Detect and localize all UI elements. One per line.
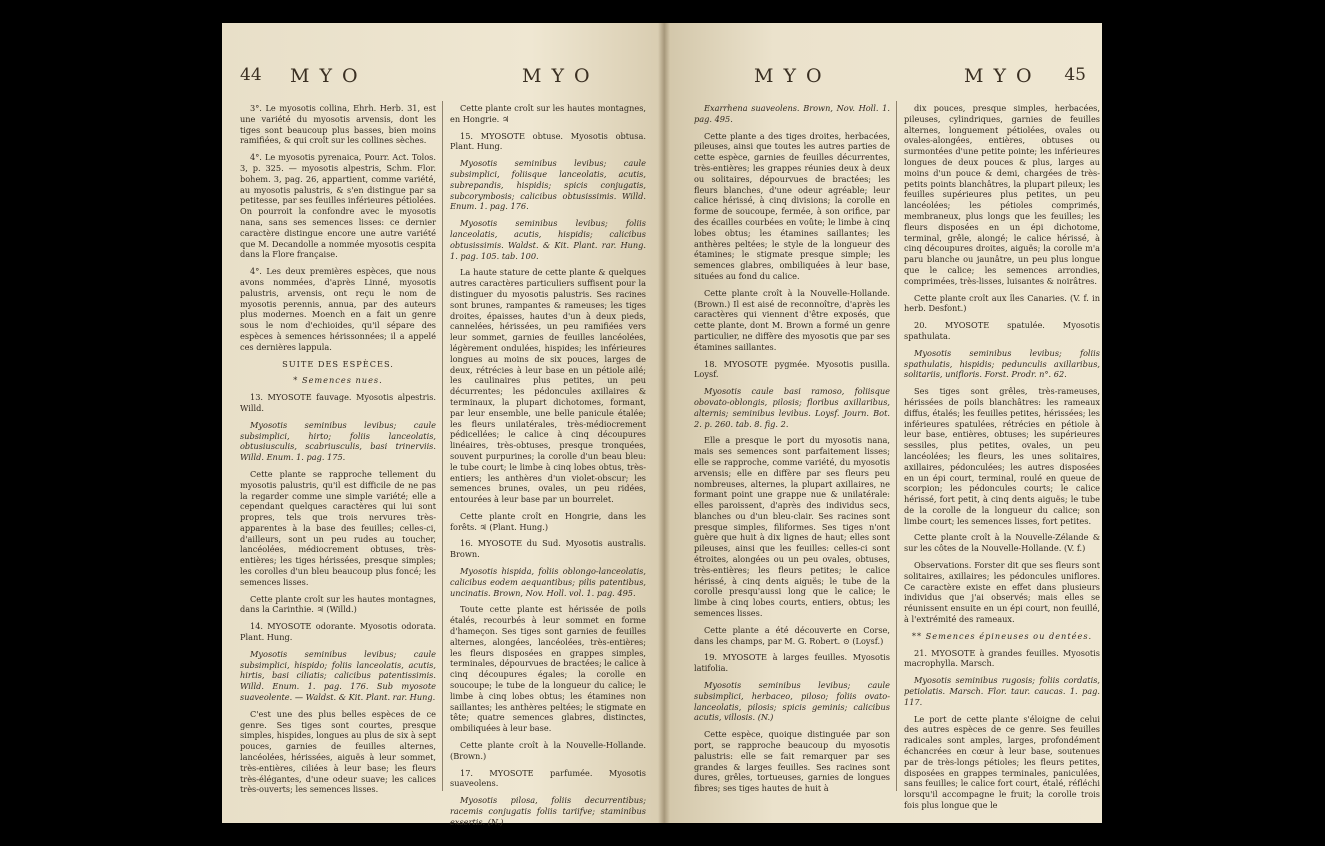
right-page (664, 23, 1102, 823)
paragraph: La haute stature de cette plante & quelques autres caractères particuliers suffisent pour la distinguer du myosotis palustris. Ses racines sont brunes, rampantes & rameuses; les tiges droites, épaisses, hautes d'un à deux pieds, cannelées, hérissées, un peu ramifiées vers leur sommet, garnies de feuilles lancéolées, légèrement ondulées, hispides; les inférieures longues au moins de six pouces, larges de deux, rétrécies à leur base en un pétiole ailé; les caulinaires plus petites, un peu décurrentes; les pédoncules axillaires & terminaux, la plupart dichotomes, formant, par leur ensemble, une belle panicule étalée; les fleurs unilatérales, très-médiocrement pédicellées; le calice à cinq découpures linéaires, très-obtuses, presque tronquées, souvent purpurines; la corolle d'un beau bleu: le tube court; le limbe à cinq lobes obtus, très-entiers; les anthères d'un violet-obscur; les semences brunes, ovales, un peu ridées, entourées à leur base par un bourrelet. (450, 267, 646, 505)
paragraph: Elle a presque le port du myosotis nana, mais ses semences sont parfaitement lisses; elle se rapproche, comme variété, du myosotis arvensis; elle en diffère par ses fleurs peu nombreuses, alternes, la plupart axillaires, ne formant point une grappe nue & unilatérale: elles paroissent, d'après des individus secs, blanches ou d'un bleu-clair. Ses racines sont presque simples, filiformes. Ses tiges n'ont guère que huit à dix lignes de haut; elles sont pileuses, ainsi que les feuilles: celles-ci sont étroites, alongées ou un peu ovales, obtuses, très-entières; les fleurs petites; le calice hérissé, à cinq dents aiguës; le tube de la corolle presqu'aussi long que le calice; le limbe à cinq lobes courts, entiers, obtus; les semences lisses. (694, 435, 890, 619)
column-rule (896, 101, 897, 791)
latin-diagnosis: Myosotis pilosa, foliis decurrentibus; racemis conjugatis foliis tariifve; staminibus exsertis. (N.) (450, 795, 646, 827)
paragraph: Cette plante a été découverte en Corse, dans les champs, par M. G. Robert. ⊙ (Loysf.) (694, 624, 890, 646)
left-page-header (222, 65, 664, 95)
latin-diagnosis: Myosotis seminibus levibus; caule subsimplici, herbaceo, piloso; foliis ovato-lanceolatis, pilosis; spicis geminis; calicibus acutis, villosis. (N.) (694, 680, 890, 723)
paragraph: Cette plante croît aux îles Canaries. (V. f. in herb. Desfont.) (904, 292, 1100, 314)
species-heading: 18. MYOSOTE pygmée. Myosotis pusilla. Loysf. (694, 358, 890, 380)
latin-diagnosis: Myosotis seminibus levibus; caule subsimplici, hirto; foliis lanceolatis, obtusiusculis, scabriusculis, basi trinerviis. Willd. Enum. 1. pag. 175. (240, 419, 436, 463)
column-rule (442, 101, 443, 791)
latin-diagnosis: Myosotis seminibus levibus; caule subsimplici, hispido; foliis lanceolatis, acutis, hirtis, basi ciliatis; calicibus patentissimis. Willd. Enum. 1. pag. 176. Sub myosote suaveolente. — Waldst. & Kit. Plant. rar. Hung. (240, 648, 436, 703)
paragraph: Cette plante croît sur les hautes montagnes, en Hongrie. ♃ (450, 103, 646, 124)
running-head: MYO (964, 65, 1042, 87)
running-head: MYO (754, 65, 832, 87)
species-heading: 16. MYOSOTE du Sud. Myosotis australis. Brown. (450, 538, 646, 560)
paragraph: dix pouces, presque simples, herbacées, pileuses, cylindriques, garnies de feuilles alternes, longuement pétiolées, ovales ou ovales-alongées, entières, obtuses ou surmontées d'une petite pointe; les inférieures longues de deux pouces & plus, larges au moins d'un pouce & demi, chargées de très-petits points blanchâtres, la plupart pileux; les feuilles supérieures plus petites, un peu lancéolées; les pétioles comprimés, membraneux, plus longs que les feuilles; les fleurs disposées en un épi dichotome, terminal, grêle, alongé; le calice hérissé, à cinq découpures droites, aiguës; la corolle m'a paru blanche ou jaunâtre, un peu plus longue que le calice; les semences arrondies, comprimées, très-lisses, luisantes & noirâtres. (904, 103, 1100, 286)
latin-diagnosis: Myosotis hispida, foliis oblongo-lanceolatis, calicibus eodem aequantibus; pilis patentibus, uncinatis. Brown, Nov. Holl. vol. 1. pag. 495. (450, 566, 646, 598)
right-column-2 (904, 103, 1100, 811)
latin-diagnosis: Myosotis seminibus rugosis; foliis cordatis, petiolatis. Marsch. Flor. taur. caucas. 1. pag. 117. (904, 675, 1100, 707)
section-heading: SUITE DES ESPÈCES. (282, 358, 394, 369)
left-page (222, 23, 665, 827)
paragraph: Cette plante a des tiges droites, herbacées, pileuses, ainsi que toutes les autres parties de cette espèce, garnies de feuilles décurrentes, très-entières; les grappes réunies deux à deux ou solitaires, dépourvues de bractées; les fleurs blanches, d'une odeur agréable; leur calice hérissé, à cinq divisions; la corolle en forme de soucoupe, fermée, à son orifice, par des écailles courbées en voûte; le limbe à cinq lobes obtus; les étamines saillantes; les anthères peltées; le style de la longueur des étamines; le stigmate presque simple; les semences glabres, ombiliquées à leur base, situées au fond du calice. (694, 130, 890, 281)
paragraph: Cette plante croît sur les hautes montagnes, dans la Carinthie. ♃ (Willd.) (240, 593, 436, 615)
paragraph: 4°. Les deux premières espèces, que nous avons nommées, d'après Linné, myosotis palustris, arvensis, ont reçu le nom de myosotis perennis, annua, par des auteurs plus modernes. Moench en a fait un genre sous le nom d'echioides, qu'il sépare des espèces à semences hérissonnées; il a appelé ces dernières lappula. (240, 266, 436, 352)
latin-diagnosis: Myosotis seminibus levibus; foliis lanceolatis, acutis, hispidis; calicibus obtusissimis. Waldst. & Kit. Plant. rar. Hung. 1. pag. 105. tab. 100. (450, 218, 646, 261)
paragraph: Cette plante se rapproche tellement du myosotis palustris, qu'il est difficile de ne pas la regarder comme une simple variété; elle a cependant quelques caractères qui lui sont propres, tels que trois nervures très-apparentes à la base des feuilles; celles-ci, d'ailleurs, sont un peu rudes au toucher, lancéolées, médiocrement obtuses, très-entières; les tiges hérissées, presque simples; les corolles d'un bleu beaucoup plus foncé; les semences lisses. (240, 468, 436, 587)
paragraph: Cette plante croît à la Nouvelle-Hollande. (Brown.) (450, 740, 646, 761)
species-heading: 20. MYOSOTE spatulée. Myosotis spathulata. (904, 320, 1100, 341)
right-column-1 (694, 103, 890, 803)
left-column-2 (450, 103, 646, 827)
book-spread (222, 23, 1102, 827)
paragraph: Cette plante croît à la Nouvelle-Hollande. (Brown.) Il est aisé de reconnoître, d'après les caractères qui viennent d'être exposés, que cette plante, dont M. Brown a formé un genre particulier, ne diffère des myosotis que par ses étamines saillantes. (694, 287, 890, 352)
paragraph: Cette plante croît en Hongrie, dans les forêts. ♃ (Plant. Hung.) (450, 510, 646, 532)
page-number: 44 (240, 65, 262, 85)
page-number: 45 (1064, 65, 1086, 85)
left-column-1 (240, 103, 436, 803)
book-gutter (658, 23, 670, 823)
species-heading: 15. MYOSOTE obtuse. Myosotis obtusa. Plant. Hung. (450, 130, 646, 152)
latin-diagnosis: Myosotis seminibus levibus; foliis spathulatis, hispidis; pedunculis axillaribus, solitariis, unifloris. Forst. Prodr. n°. 62. (904, 347, 1100, 380)
species-heading: 19. MYOSOTE à larges feuilles. Myosotis latifolia. (694, 652, 890, 674)
species-heading: 17. MYOSOTE parfumée. Myosotis suaveolens. (450, 767, 646, 789)
running-head: MYO (522, 65, 600, 87)
subsection-heading: * Semences nues. (293, 375, 383, 386)
paragraph: Observations. Forster dit que ses fleurs sont solitaires, axillaires; les pédoncules uniflores. Ce caractère existe en effet dans plusieurs individus que j'ai observés; mais elles se réunissent ensuite en un épi court, non feuillé, à l'extrémité des rameaux. (904, 560, 1100, 625)
right-page-header (664, 65, 1102, 95)
latin-diagnosis: Myosotis caule basi ramoso, foliisque obovato-oblongis, pilosis; floribus axillaribus, alternis; seminibus levibus. Loysf. Journ. Bot. 2. p. 260. tab. 8. fig. 2. (694, 386, 890, 429)
paragraph: Le port de cette plante s'éloigne de celui des autres espèces de ce genre. Ses feuilles radicales sont amples, larges, profondément échancrées en cœur à leur base, soutenues par de très-longs pétioles; les fleurs petites, disposées en grappes terminales, paniculées, sans feuilles; le calice fort court, étalé, réfléchi lorsqu'il accompagne le fruit; la corolle trois fois plus longue que le (904, 713, 1100, 811)
paragraph: Cette plante croît à la Nouvelle-Zélande & sur les côtes de la Nouvelle-Hollande. (V. f.) (904, 532, 1100, 554)
subsection-heading: ** Semences épineuses ou dentées. (911, 630, 1093, 641)
paragraph: C'est une des plus belles espèces de ce genre. Ses tiges sont courtes, presque simples, hispides, longues au plus de six à sept pouces, garnies de feuilles alternes, lancéolées, hérissées, aiguës à leur sommet, très-entières, ciliées à leur base; les fleurs très-élégantes, d'une odeur suave; les calices très-ouverts; les semences lisses. (240, 708, 436, 795)
synonym: Exarrhena suaveolens. Brown, Nov. Holl. 1. pag. 495. (694, 103, 890, 124)
paragraph: 3°. Le myosotis collina, Ehrh. Herb. 31, est une variété du myosotis arvensis, dont les tiges sont beaucoup plus basses, bien moins ramifiées, & qui croît sur les collines sèches. (240, 103, 436, 146)
paragraph: Cette espèce, quoique distinguée par son port, se rapproche beaucoup du myosotis palustris: elle se fait remarquer par ses grandes & larges feuilles. Ses racines sont dures, grêles, tortueuses, garnies de longues fibres; ses tiges hautes de huit à (694, 729, 890, 794)
paragraph: 4°. Le myosotis pyrenaica, Pourr. Act. Tolos. 3, p. 325. — myosotis alpestris, Schm. Flor. bohem. 3, pag. 26, appartient, comme variété, au myosotis palustris, & s'en distingue par sa petitesse, par ses feuilles inférieures pétiolées. On pourroit la confondre avec le myosotis nana, sans ses semences lisses: ce dernier caractère distingue encore une autre variété que M. Decandolle a nommée myosotis cespita dans la Flore française. (240, 152, 436, 260)
paragraph: Toute cette plante est hérissée de poils étalés, recourbés à leur sommet en forme d'hameçon. Ses tiges sont garnies de feuilles alternes, alongées, lancéolées, très-entières; les fleurs disposées en grappes simples, terminales, dépourvues de bractées; le calice à cinq découpures égales; la corolle en soucoupe; le tube de la longueur du calice; le limbe à cinq lobes obtus; les étamines non saillantes; les anthères peltées; le stigmate en tête; quatre semences glabres, distinctes, ombiliquées à leur base. (450, 604, 646, 734)
latin-diagnosis: Myosotis seminibus levibus; caule subsimplici, foliisque lanceolatis, acutis, subrepandis, hispidis; spicis conjugatis, subcorymbosis; calicibus obtusissimis. Willd. Enum. 1. pag. 176. (450, 158, 646, 212)
species-heading: 13. MYOSOTE fauvage. Myosotis alpestris. Willd. (240, 392, 436, 413)
species-heading: 14. MYOSOTE odorante. Myosotis odorata. Plant. Hung. (240, 621, 436, 643)
paragraph: Ses tiges sont grêles, très-rameuses, hérissées de poils blanchâtres: les rameaux diffus, étalés; les feuilles petites, hérissées; les inférieures spatulées, rétrécies en pétiole à leur base, entières, obtuses; les supérieures sessiles, plus petites, ovales, un peu lancéolées; les fleurs, les unes solitaires, axillaires, pédonculées; les autres disposées en un épi court, terminal, roulé en queue de scorpion; les pédoncules courts; le calice hérissé, fort petit, à cinq dents aiguës; le tube de la corolle de la longueur du calice; son limbe court; les semences lisses, fort petites. (904, 386, 1100, 526)
running-head: MYO (290, 65, 368, 87)
species-heading: 21. MYOSOTE à grandes feuilles. Myosotis macrophylla. Marsch. (904, 647, 1100, 669)
